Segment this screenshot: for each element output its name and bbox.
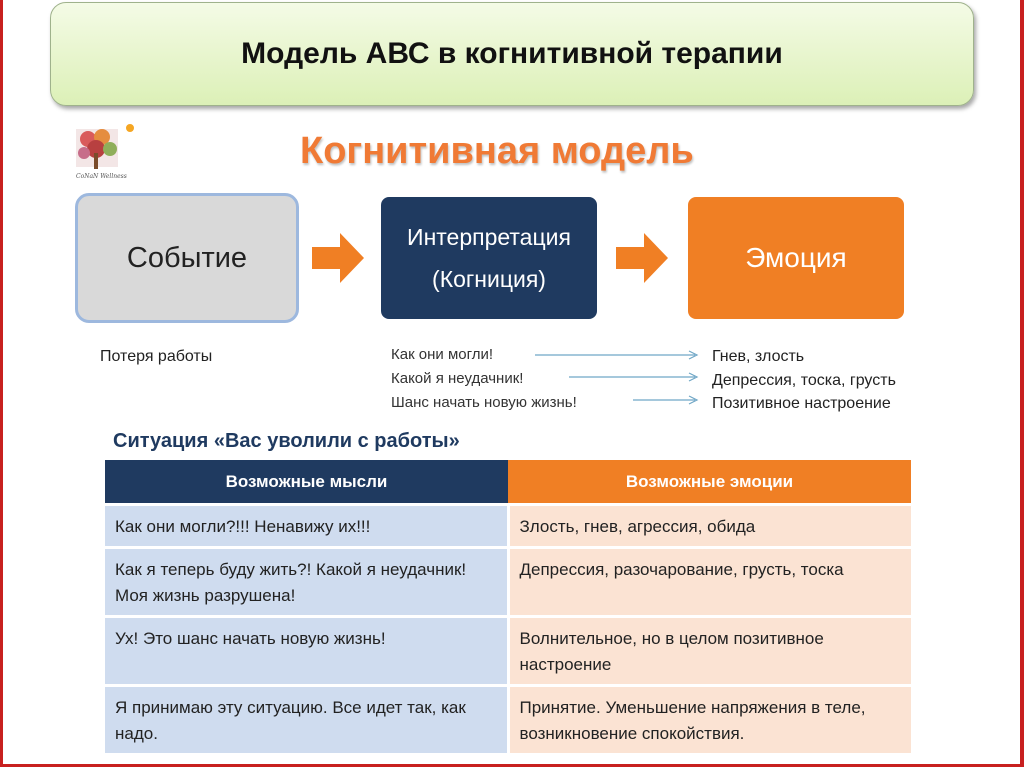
emotion-cell: Злость, гнев, агрессия, обида [508,505,911,548]
cognition-label: (Когниция) [432,266,546,292]
emotion-cell: Принятие. Уменьшение напряжения в теле, возникновение спокойствия. [508,686,911,754]
event-box-label: Событие [126,241,248,274]
example-emotion: Депрессия, тоска, грусть [712,372,896,389]
thought-cell: Как они могли?!!! Ненавижу их!!! [105,505,508,548]
interpretation-box [381,197,597,319]
thought-cell: Ух! Это шанс начать новую жизнь! [105,617,508,686]
emotion-box [688,197,904,319]
example-thought: Как они могли! [391,346,494,363]
tree-logo-icon [70,123,136,183]
slide-border-right [1020,0,1024,767]
table-row [105,686,911,754]
situation-heading: Ситуация «Вас уволили с работы» [113,430,460,452]
table-row [105,548,911,617]
example-event: Потеря работы [100,348,213,365]
example-thought: Шанс начать новую жизнь! [391,394,577,411]
emotion-cell: Депрессия, разочарование, грусть, тоска [508,548,911,617]
column-header-thoughts: Возможные мысли [105,460,508,505]
thought-emotion-arrows [535,345,705,410]
event-box [75,193,299,323]
example-emotion: Гнев, злость [712,348,805,365]
arrow-right-icon [616,233,668,283]
thoughts-emotions-table [105,460,911,753]
arrow-right-icon [312,233,364,283]
thought-cell: Как я теперь буду жить?! Какой я неудачник! Моя жизнь разрушена! [105,548,508,617]
table-header-row [105,460,911,505]
title-banner [50,2,974,106]
emotion-box-label: Эмоция [745,242,847,273]
table-row [105,505,911,548]
svg-text:CoNaN Wellness: CoNaN Wellness [76,173,127,180]
thought-cell: Я принимаю эту ситуацию. Все идет так, как надо. [105,686,508,754]
example-thought: Какой я неудачник! [391,370,524,387]
example-emotion: Позитивное настроение [712,395,891,412]
table-row [105,617,911,686]
model-heading: Когнитивная модель [300,130,694,172]
column-header-emotions: Возможные эмоции [508,460,911,505]
interpretation-label: Интерпретация [407,224,571,250]
slide-title: Модель АВС в когнитивной терапии [241,37,783,70]
slide-border-left [0,0,3,767]
emotion-cell: Волнительное, но в целом позитивное настроение [508,617,911,686]
